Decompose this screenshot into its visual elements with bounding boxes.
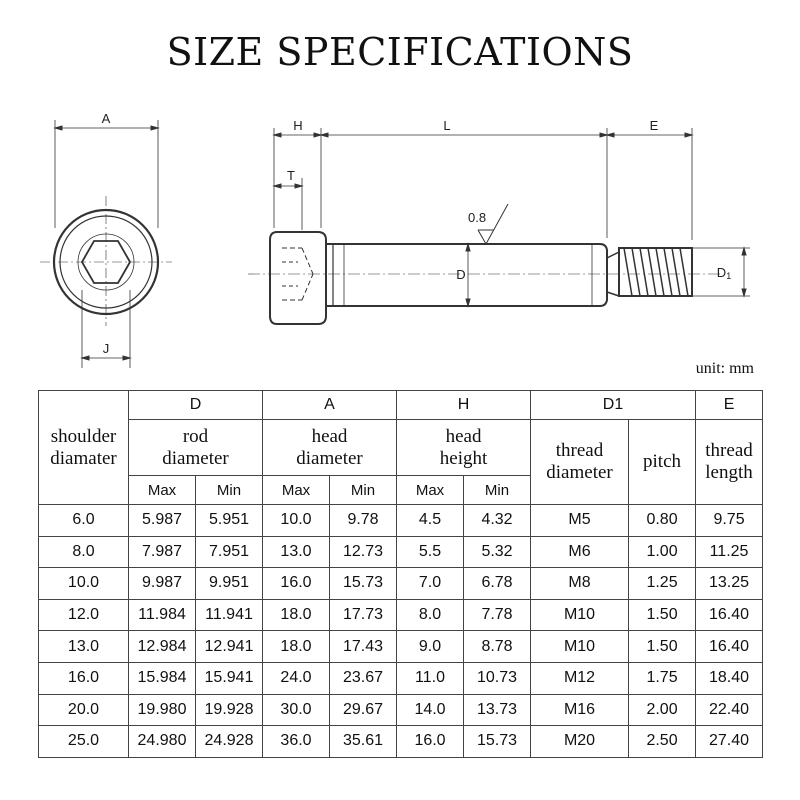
cell-rod-max: 15.984	[129, 662, 196, 694]
cell-rod-min: 7.951	[196, 536, 263, 568]
header-min: Min	[196, 476, 263, 505]
roughness-label: 0.8	[468, 210, 487, 225]
table-row	[39, 536, 763, 568]
header-pitch: pitch	[629, 420, 696, 505]
cell-head-h-max: 4.5	[397, 505, 464, 537]
table-row	[39, 662, 763, 694]
cell-head-h-min: 7.78	[464, 599, 531, 631]
cell-head-dia-max: 13.0	[263, 536, 330, 568]
page-title: SIZE SPECIFICATIONS	[166, 30, 634, 74]
cell-rod-min: 19.928	[196, 694, 263, 726]
cell-shoulder-diameter: 25.0	[39, 726, 129, 758]
cell-rod-min: 24.928	[196, 726, 263, 758]
header-max: Max	[129, 476, 196, 505]
cell-shoulder-diameter: 10.0	[39, 568, 129, 600]
cell-pitch: 1.00	[629, 536, 696, 568]
dim-h-label: H	[293, 118, 303, 133]
cell-thread-diameter: M8	[531, 568, 629, 600]
cell-head-dia-min: 35.61	[330, 726, 397, 758]
cell-head-dia-min: 23.67	[330, 662, 397, 694]
header-min: Min	[464, 476, 531, 505]
table-row	[39, 568, 763, 600]
header-min: Min	[330, 476, 397, 505]
cell-pitch: 1.25	[629, 568, 696, 600]
cell-rod-min: 15.941	[196, 662, 263, 694]
cell-rod-min: 9.951	[196, 568, 263, 600]
cell-head-h-max: 11.0	[397, 662, 464, 694]
cell-thread-length: 13.25	[696, 568, 763, 600]
dim-d1-label: D1	[716, 265, 732, 281]
cell-rod-min: 12.941	[196, 631, 263, 663]
cell-rod-max: 24.980	[129, 726, 196, 758]
header-rod-diameter: rod diameter	[129, 420, 263, 476]
cell-thread-diameter: M12	[531, 662, 629, 694]
cell-head-h-max: 9.0	[397, 631, 464, 663]
cell-rod-max: 7.987	[129, 536, 196, 568]
dim-e-label: E	[649, 118, 659, 133]
cell-head-dia-max: 18.0	[263, 599, 330, 631]
cell-head-dia-max: 16.0	[263, 568, 330, 600]
table-row	[39, 505, 763, 537]
header-shoulder: shoulder diamater	[39, 391, 129, 505]
header-group-d1: D1	[531, 391, 696, 420]
cell-thread-diameter: M6	[531, 536, 629, 568]
cell-pitch: 2.00	[629, 694, 696, 726]
cell-rod-max: 19.980	[129, 694, 196, 726]
cell-head-dia-max: 30.0	[263, 694, 330, 726]
cell-thread-length: 22.40	[696, 694, 763, 726]
dim-a-label: A	[101, 111, 111, 126]
cell-pitch: 1.50	[629, 631, 696, 663]
cell-shoulder-diameter: 8.0	[39, 536, 129, 568]
dim-t-label: T	[287, 168, 295, 183]
cell-shoulder-diameter: 16.0	[39, 662, 129, 694]
cell-thread-length: 9.75	[696, 505, 763, 537]
cell-rod-max: 5.987	[129, 505, 196, 537]
header-head-height: head height	[397, 420, 531, 476]
cell-shoulder-diameter: 20.0	[39, 694, 129, 726]
unit-label: unit: mm	[695, 360, 754, 377]
cell-rod-min: 5.951	[196, 505, 263, 537]
cell-head-dia-min: 15.73	[330, 568, 397, 600]
thread-icon	[624, 248, 688, 296]
header-thread-diameter: thread diameter	[531, 420, 629, 505]
cell-head-dia-max: 24.0	[263, 662, 330, 694]
cell-pitch: 0.80	[629, 505, 696, 537]
cell-head-h-max: 8.0	[397, 599, 464, 631]
table-row	[39, 726, 763, 758]
spec-table	[38, 390, 763, 758]
cell-thread-length: 11.25	[696, 536, 763, 568]
cell-thread-diameter: M16	[531, 694, 629, 726]
cell-head-dia-max: 10.0	[263, 505, 330, 537]
cell-rod-max: 11.984	[129, 599, 196, 631]
cell-head-h-min: 8.78	[464, 631, 531, 663]
cell-head-h-min: 5.32	[464, 536, 531, 568]
header-group-h: H	[397, 391, 531, 420]
end-view	[40, 111, 172, 368]
header-max: Max	[397, 476, 464, 505]
cell-head-dia-min: 12.73	[330, 536, 397, 568]
header-group-e: E	[696, 391, 763, 420]
cell-head-h-max: 14.0	[397, 694, 464, 726]
table-row	[39, 694, 763, 726]
cell-rod-max: 9.987	[129, 568, 196, 600]
cell-thread-length: 18.40	[696, 662, 763, 694]
cell-thread-length: 27.40	[696, 726, 763, 758]
cell-thread-length: 16.40	[696, 631, 763, 663]
cell-thread-diameter: M20	[531, 726, 629, 758]
table-row	[39, 631, 763, 663]
cell-head-dia-min: 29.67	[330, 694, 397, 726]
cell-shoulder-diameter: 13.0	[39, 631, 129, 663]
dim-l-label: L	[443, 118, 451, 133]
header-max: Max	[263, 476, 330, 505]
header-group-d: D	[129, 391, 263, 420]
header-group-a: A	[263, 391, 397, 420]
cell-pitch: 2.50	[629, 726, 696, 758]
cell-head-h-min: 13.73	[464, 694, 531, 726]
cell-head-dia-min: 17.43	[330, 631, 397, 663]
cell-head-h-max: 7.0	[397, 568, 464, 600]
cell-shoulder-diameter: 6.0	[39, 505, 129, 537]
cell-thread-diameter: M5	[531, 505, 629, 537]
header-head-diameter: head diameter	[263, 420, 397, 476]
cell-head-h-min: 10.73	[464, 662, 531, 694]
cell-rod-min: 11.941	[196, 599, 263, 631]
cell-head-dia-min: 9.78	[330, 505, 397, 537]
cell-pitch: 1.50	[629, 599, 696, 631]
cell-head-h-max: 5.5	[397, 536, 464, 568]
table-row	[39, 599, 763, 631]
cell-head-h-min: 15.73	[464, 726, 531, 758]
header-thread-length: thread length	[696, 420, 763, 505]
dim-j-label: J	[102, 341, 110, 356]
side-view	[248, 118, 750, 324]
cell-head-h-min: 6.78	[464, 568, 531, 600]
cell-thread-diameter: M10	[531, 599, 629, 631]
cell-head-dia-max: 36.0	[263, 726, 330, 758]
cell-thread-length: 16.40	[696, 599, 763, 631]
cell-head-h-max: 16.0	[397, 726, 464, 758]
cell-head-h-min: 4.32	[464, 505, 531, 537]
cell-rod-max: 12.984	[129, 631, 196, 663]
cell-shoulder-diameter: 12.0	[39, 599, 129, 631]
cell-pitch: 1.75	[629, 662, 696, 694]
dim-d-label: D	[456, 267, 466, 282]
cell-thread-diameter: M10	[531, 631, 629, 663]
cell-head-dia-max: 18.0	[263, 631, 330, 663]
cell-head-dia-min: 17.73	[330, 599, 397, 631]
